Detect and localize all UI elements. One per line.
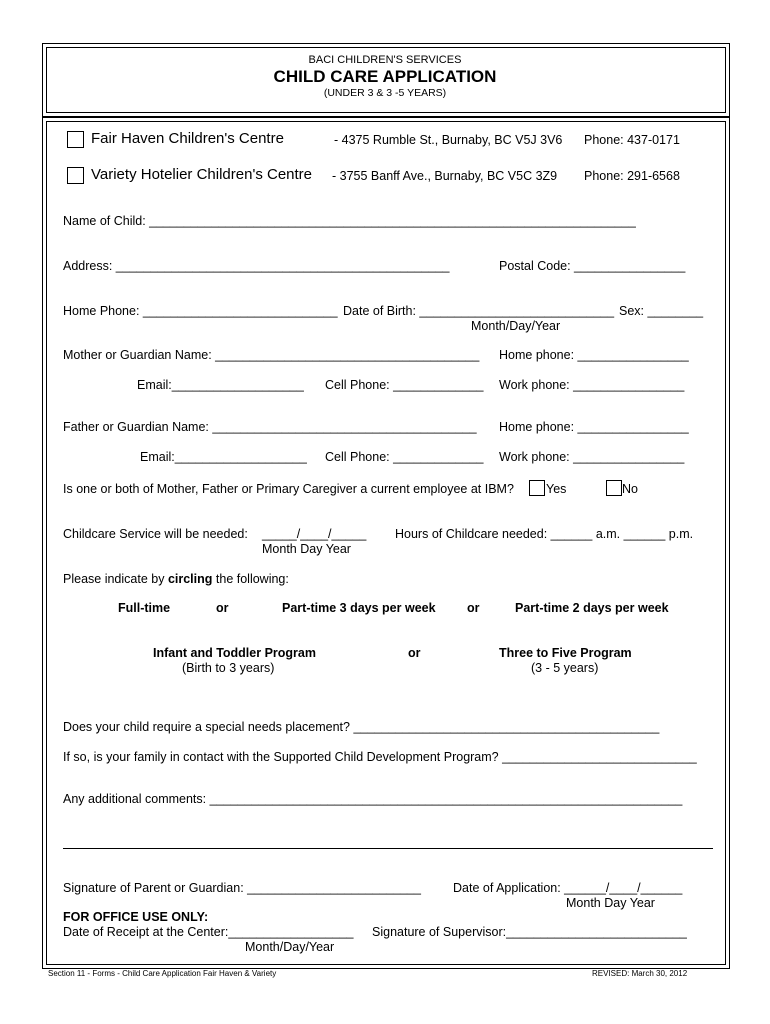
circling-word: circling [167,572,213,586]
father-work-phone-field[interactable]: Work phone: ________________ [499,450,685,464]
mother-cell-phone-field[interactable]: Cell Phone: _____________ [325,378,484,392]
footer-left: Section 11 - Forms - Child Care Application Fair Haven & Variety [48,969,277,978]
fair-haven-address: - 4375 Rumble St., Burnaby, BC V5J 3V6 [334,133,563,147]
option-full-time[interactable]: Full-time [118,601,171,615]
ibm-question: Is one or both of Mother, Father or Primary Caregiver a current employee at IBM? [63,482,514,496]
receipt-date-field[interactable]: Date of Receipt at the Center:__________________ [63,925,354,939]
option-or-1: or [216,601,229,615]
form-title: CHILD CARE APPLICATION [273,67,497,86]
sex-field[interactable]: Sex: ________ [619,304,704,318]
variety-hotelier-address: - 3755 Banff Ave., Burnaby, BC V5C 3Z9 [332,169,558,183]
application-date-field[interactable]: Date of Application: ______/____/______ [453,881,683,895]
circling-prefix: Please indicate by [63,572,165,586]
father-home-phone-field[interactable]: Home phone: ________________ [499,420,689,434]
home-phone-field[interactable]: Home Phone: ____________________________ [63,304,338,318]
ibm-yes-label: Yes [546,482,567,496]
scdp-question[interactable]: If so, is your family in contact with the Supported Child Development Program? ____________________________ [63,750,697,764]
address-field[interactable]: Address: ________________________________________________ [63,259,450,273]
mother-home-phone-field[interactable]: Home phone: ________________ [499,348,689,362]
ibm-no-label: No [622,482,638,496]
variety-hotelier-checkbox[interactable] [67,167,84,184]
variety-hotelier-name: Variety Hotelier Children's Centre [91,166,313,183]
variety-hotelier-phone: Phone: 291-6568 [584,169,680,183]
form-subtitle: (UNDER 3 & 3 -5 YEARS) [323,87,447,99]
three-to-five-ages: (3 - 5 years) [531,661,599,675]
father-email-field[interactable]: Email:___________________ [140,450,307,464]
mother-work-phone-field[interactable]: Work phone: ________________ [499,378,685,392]
office-use-heading: FOR OFFICE USE ONLY: [63,910,209,924]
mother-email-field[interactable]: Email:___________________ [137,378,304,392]
comments-field[interactable]: Any additional comments: ____________________________________________________________________ [63,792,683,806]
receipt-date-format: Month/Day/Year [245,940,335,954]
mother-name-field[interactable]: Mother or Guardian Name: ______________________________________ [63,348,480,362]
option-part-time-2[interactable]: Part-time 2 days per week [515,601,669,615]
option-three-to-five[interactable]: Three to Five Program [499,646,632,660]
fair-haven-phone: Phone: 437-0171 [584,133,680,147]
dob-format-label: Month/Day/Year [471,319,561,333]
special-needs-question[interactable]: Does your child require a special needs placement? ____________________________________________ [63,720,660,734]
ibm-yes-checkbox[interactable] [529,480,545,496]
service-needed-label: Childcare Service will be needed: [63,527,248,541]
fair-haven-checkbox[interactable] [67,131,84,148]
circling-instruction [63,572,289,587]
footer-right: REVISED: March 30, 2012 [592,969,688,978]
postal-code-field[interactable]: Postal Code: ________________ [499,259,686,273]
form-box [42,117,730,969]
org-name: BACI CHILDREN'S SERVICES [308,54,462,66]
fair-haven-name: Fair Haven Children's Centre [91,130,284,147]
option-or-3: or [408,646,421,660]
father-name-field[interactable]: Father or Guardian Name: ______________________________________ [63,420,477,434]
circling-suffix: the following: [215,572,289,586]
comments-extra-line[interactable] [63,848,713,849]
child-name-field[interactable]: Name of Child: ______________________________________________________________________ [63,214,636,228]
service-date-field[interactable]: _____/____/_____ [262,527,367,541]
hours-needed-field[interactable]: Hours of Childcare needed: ______ a.m. ______ p.m. [395,527,694,541]
ibm-no-checkbox[interactable] [606,480,622,496]
parent-signature-field[interactable]: Signature of Parent or Guardian: _________________________ [63,881,421,895]
father-cell-phone-field[interactable]: Cell Phone: _____________ [325,450,484,464]
option-infant-toddler[interactable]: Infant and Toddler Program [153,646,316,660]
application-date-format: Month Day Year [566,896,655,910]
supervisor-signature-field[interactable]: Signature of Supervisor:__________________________ [372,925,687,939]
option-or-2: or [467,601,480,615]
option-part-time-3[interactable]: Part-time 3 days per week [282,601,436,615]
dob-field[interactable]: Date of Birth: ____________________________ [343,304,615,318]
service-date-format: Month Day Year [262,542,351,556]
infant-toddler-ages: (Birth to 3 years) [182,661,275,675]
